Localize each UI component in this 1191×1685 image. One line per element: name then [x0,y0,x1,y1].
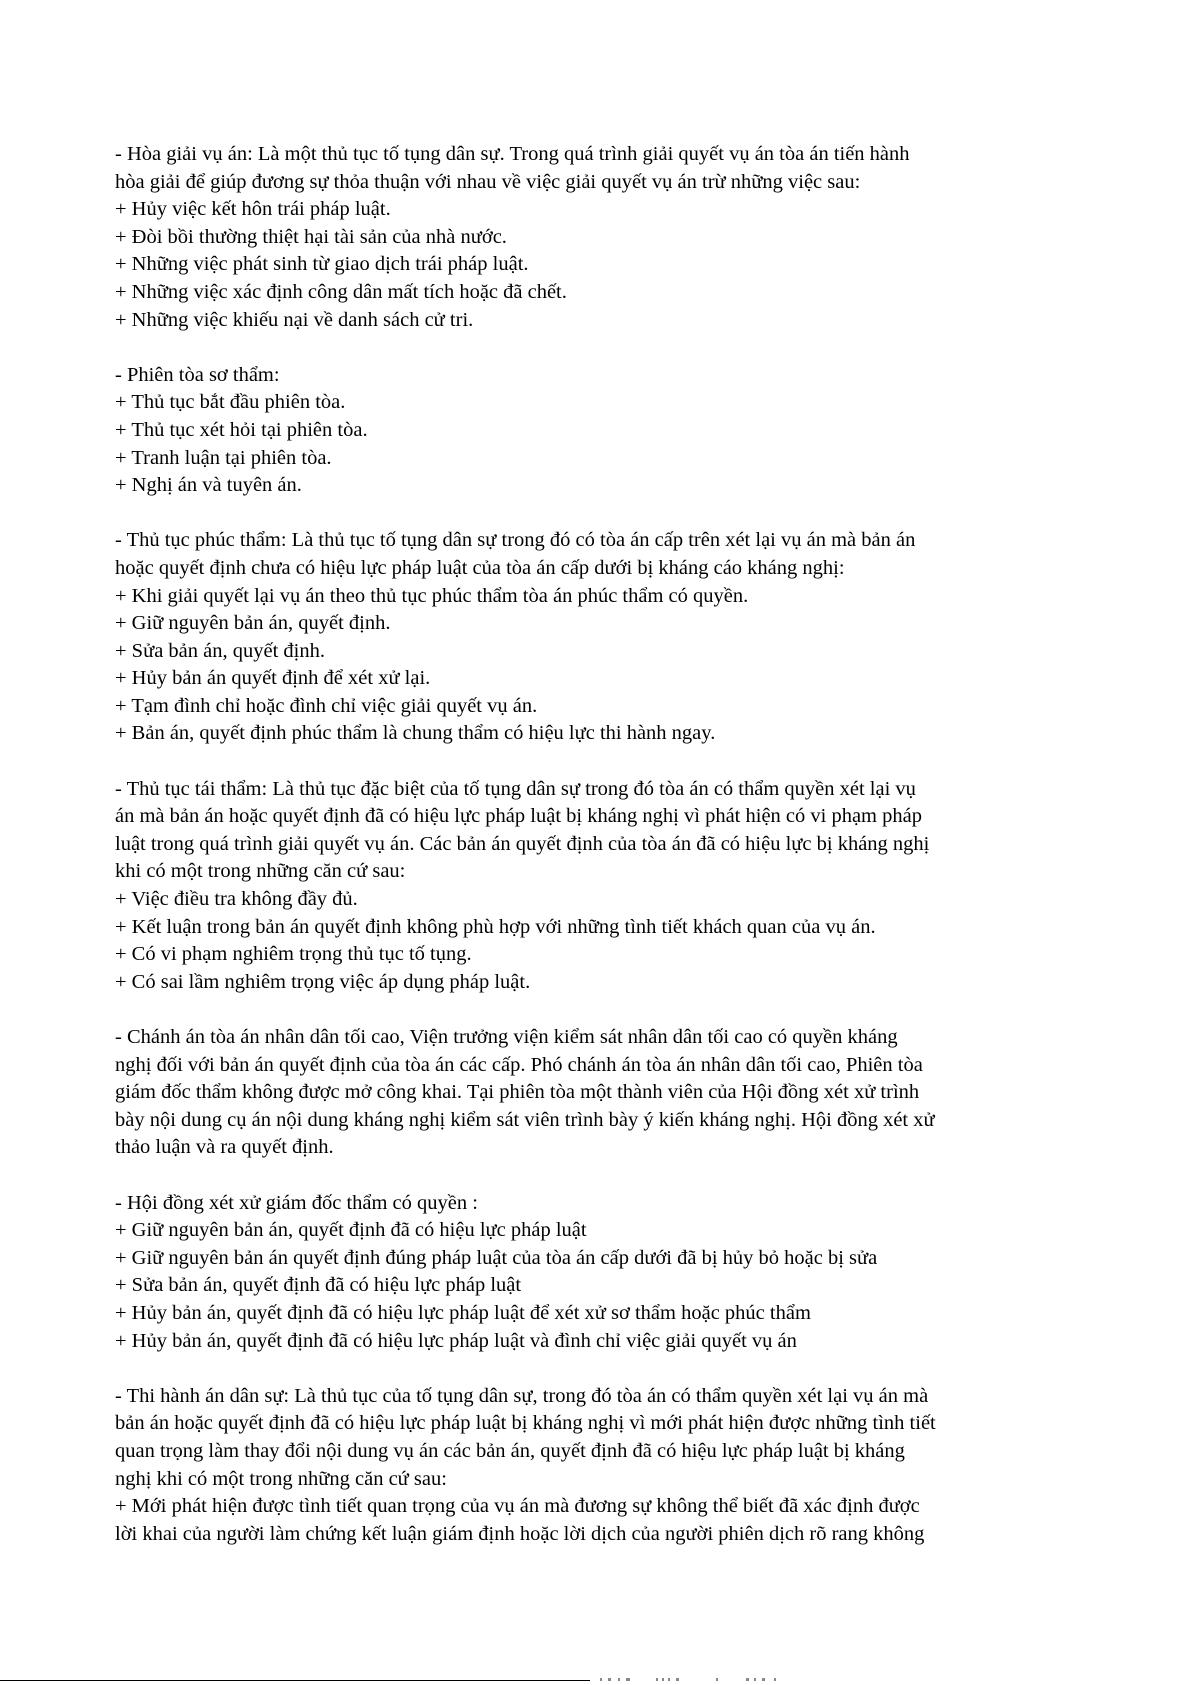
list-item: + Thủ tục xét hỏi tại phiên tòa. [115,418,368,441]
section-khang-nghi [115,1024,1085,1162]
section-hoa-giai [115,141,1085,334]
list-item: + Khi giải quyết lại vụ án theo thủ tục phúc thẩm tòa án phúc thẩm có quyền. [115,584,749,607]
list-item: + Những việc xác định công dân mất tích hoặc đã chết. [115,280,567,303]
text-line: quan trọng làm thay đổi nội dung vụ án các bản án, quyết định đã có hiệu lực pháp luật bị kháng [115,1439,905,1462]
text-line: - Chánh án tòa án nhân dân tối cao, Viện trưởng viện kiểm sát nhân dân tối cao có quyền kháng [115,1026,898,1048]
text-line: khi có một trong những căn cứ sau: [115,860,406,883]
text-line: hòa giải để giúp đương sự thỏa thuận với nhau về việc giải quyết vụ án trừ những việc sau: [115,170,861,193]
text-line: - Thủ tục phúc thẩm: Là thủ tục tố tụng dân sự trong đó có tòa án cấp trên xét lại vụ án mà bản án [115,529,916,552]
list-item: + Thủ tục bắt đầu phiên tòa. [115,391,346,414]
text-line: - Thi hành án dân sự: Là thủ tục của tố tụng dân sự, trong đó tòa án có thẩm quyền xét lại vụ án mà [115,1384,929,1407]
text-line: bày nội dung cụ án nội dung kháng nghị kiểm sát viên trình bày ý kiến kháng nghị. Hội đồng xét xử [115,1108,935,1131]
list-item: + Sửa bản án, quyết định. [115,639,325,662]
list-item: + Nghị án và tuyên án. [115,474,302,497]
text-line: - Hội đồng xét xử giám đốc thẩm có quyền : [115,1191,478,1214]
text-line: giám đốc thẩm không được mở công khai. Tại phiên tòa một thành viên của Hội đồng xét xử trình [115,1081,920,1104]
text-line: - Hòa giải vụ án: Là một thủ tục tố tụng dân sự. Trong quá trình giải quyết vụ án tòa án tiến hành [115,143,910,165]
section-tai-tham [115,776,1085,997]
list-item: + Hủy bản án, quyết định đã có hiệu lực pháp luật và đình chỉ việc giải quyết vụ án [115,1329,797,1352]
paragraph-gap [115,996,1085,1024]
list-item: + Giữ nguyên bản án quyết định đúng pháp luật của tòa án cấp dưới đã bị hủy bỏ hoặc bị sửa [115,1246,878,1269]
list-item: + Bản án, quyết định phúc thẩm là chung thẩm có hiệu lực thi hành ngay. [115,722,716,745]
text-line: lời khai của người làm chứng kết luận giám định hoặc lời dịch của người phiên dịch rõ rang không [115,1522,925,1545]
text-line: luật trong quá trình giải quyết vụ án. Các bản án quyết định của tòa án đã có hiệu lực bị kháng nghị [115,832,930,855]
text-line: - Thủ tục tái thẩm: Là thủ tục đặc biệt của tố tụng dân sự trong đó tòa án có thẩm quyền xét lại vụ [115,777,916,800]
paragraph-gap [115,748,1085,776]
text-line: thảo luận và ra quyết định. [115,1136,334,1159]
list-item: + Hủy việc kết hôn trái pháp luật. [115,198,391,221]
list-item: + Mới phát hiện được tình tiết quan trọng của vụ án mà đương sự không thể biết đã xác định được [115,1495,920,1518]
section-giam-doc-tham [115,1190,1085,1356]
list-item: + Tranh luận tại phiên tòa. [115,446,332,469]
list-item: + Sửa bản án, quyết định đã có hiệu lực pháp luật [115,1274,522,1297]
list-item: + Hủy bản án, quyết định đã có hiệu lực pháp luật để xét xử sơ thẩm hoặc phúc thẩm [115,1301,811,1324]
text-line: bản án hoặc quyết định đã có hiệu lực pháp luật bị kháng nghị vì mới phát hiện được những tình tiết [115,1412,936,1435]
section-phien-toa-so-tham [115,362,1085,500]
paragraph-gap [115,1162,1085,1190]
list-item: + Giữ nguyên bản án, quyết định. [115,612,391,635]
text-line: nghị đối với bản án quyết định của tòa án các cấp. Phó chánh án tòa án nhân dân tối cao, Phiên tòa [115,1053,923,1076]
list-item: + Tạm đình chỉ hoặc đình chỉ việc giải quyết vụ án. [115,694,538,717]
list-item: + Đòi bồi thường thiệt hại tài sản của nhà nước. [115,225,507,248]
list-item: + Hủy bản án quyết định để xét xử lại. [115,667,431,690]
section-phuc-tham [115,527,1085,748]
document-page [115,141,1085,1548]
list-item: + Những việc khiếu nại về danh sách cử tri. [115,308,474,331]
list-item: + Việc điều tra không đầy đủ. [115,888,358,911]
text-line: án mà bản án hoặc quyết định đã có hiệu lực pháp luật bị kháng nghị vì phát hiện có vi phạm pháp [115,805,922,828]
list-item: + Có vi phạm nghiêm trọng thủ tục tố tụng. [115,943,472,966]
paragraph-gap [115,334,1085,362]
text-line: hoặc quyết định chưa có hiệu lực pháp luật của tòa án cấp dưới bị kháng cáo kháng nghị: [115,556,845,579]
paragraph-gap [115,500,1085,528]
paragraph-gap [115,1355,1085,1383]
list-item: + Giữ nguyên bản án, quyết định đã có hiệu lực pháp luật [115,1219,587,1242]
cutoff-marks-graphic [596,1677,836,1683]
text-line: nghị khi có một trong những căn cứ sau: [115,1467,447,1490]
text-line: - Phiên tòa sơ thẩm: [115,363,280,386]
footer-cutoff-marks [596,1677,836,1683]
section-thi-hanh-an [115,1383,1085,1549]
list-item: + Kết luận trong bản án quyết định không phù hợp với những tình tiết khách quan của vụ án. [115,915,876,938]
footer-divider [0,1680,590,1681]
list-item: + Những việc phát sinh từ giao dịch trái pháp luật. [115,253,529,276]
list-item: + Có sai lầm nghiêm trọng việc áp dụng pháp luật. [115,970,531,993]
